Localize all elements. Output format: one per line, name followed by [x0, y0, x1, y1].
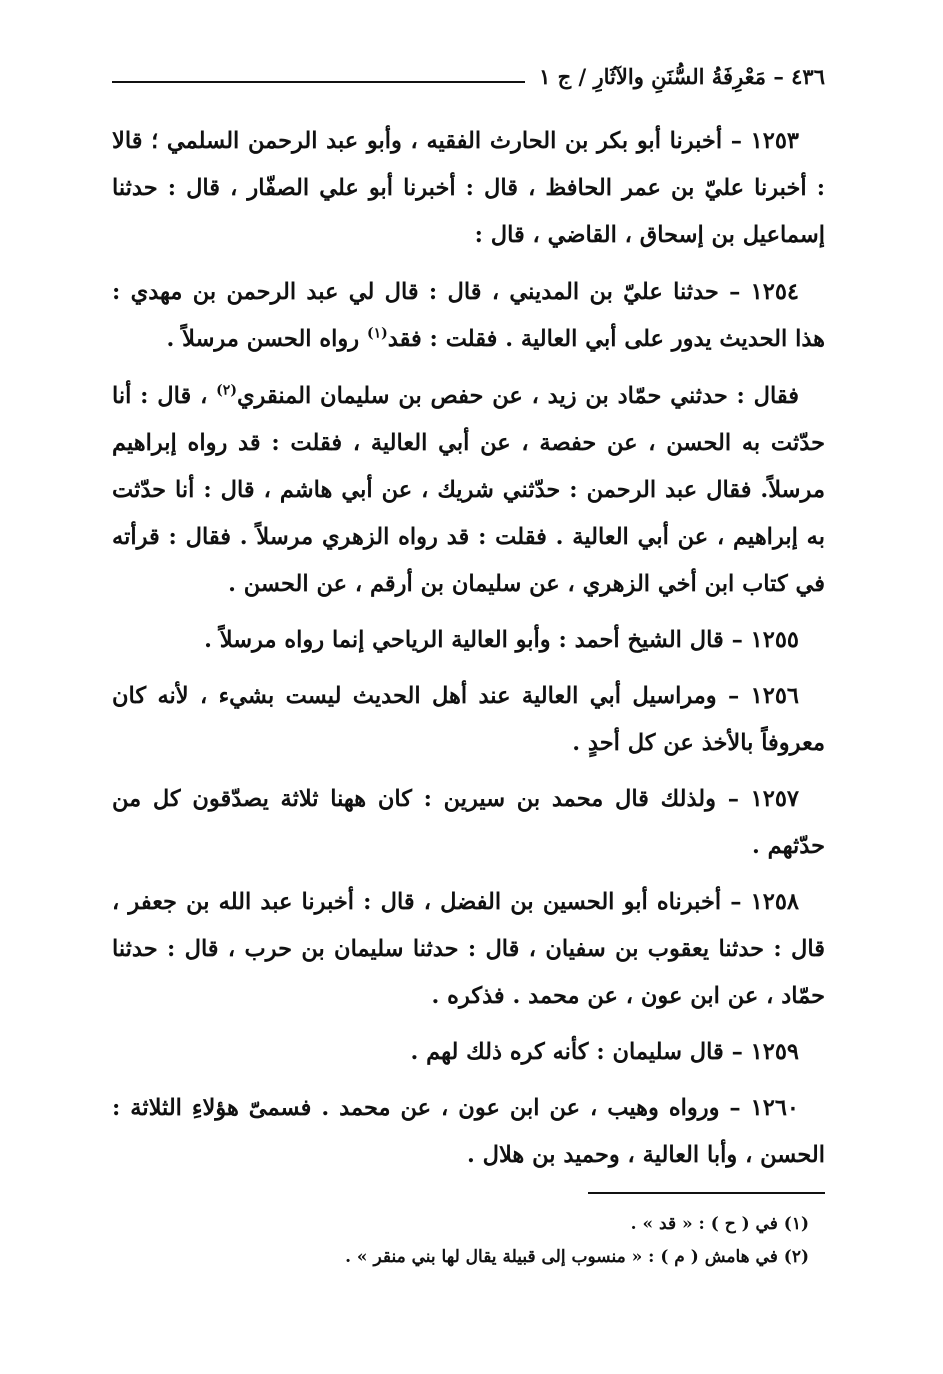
footnote-2: (٢) في هامش ( م ) : « منسوب إلى قبيلة يقال لها بني منقر » .	[345, 1247, 809, 1267]
paragraph-1253: ١٢٥٣ – أخبرنا أبو بكر بن الحارث الفقيه ، وأبو عبد الرحمن السلمي ؛ قالا : أخبرنا عليّ بن عمر الحافظ ، قال : أخبرنا أبو علي الصفّار ، قال : حدثنا إسماعيل بن إسحاق ، القاضي ، قال :	[112, 128, 825, 248]
paragraph-1254-text-a: ١٢٥٤ – حدثنا عليّ بن المديني ، قال : قال لي عبد الرحمن بن مهدي : هذا الحديث يدور على أبي العالية . فقلت : فقد	[112, 279, 825, 352]
footnotes	[112, 1208, 809, 1274]
paragraph-1258: ١٢٥٨ – أخبرناه أبو الحسين بن الفضل ، قال : أخبرنا عبد الله بن جعفر ، قال : حدثنا يعقوب بن سفيان ، قال : حدثنا سليمان بن حرب ، قال : حدثنا حمّاد ، عن ابن عون ، عن محمد . فذكره .	[112, 889, 825, 1009]
paragraph-1257: ١٢٥٧ – ولذلك قال محمد بن سيرين : كان ههنا ثلاثة يصدّقون كل من حدّثهم .	[112, 786, 825, 859]
paragraph-1255: ١٢٥٥ – قال الشيخ أحمد : وأبو العالية الرياحي إنما رواه مرسلاً .	[204, 627, 799, 653]
running-header	[112, 58, 825, 94]
paragraph-1254	[112, 269, 825, 363]
running-title: ٤٣٦ – مَعْرِفَةُ السُّنَنِ والآثَارِ / ج ١	[539, 63, 825, 89]
footnote-ref-2: (٢)	[216, 382, 237, 399]
paragraph-faqal-text-b: ، قال : أنا حدّثت به الحسن ، عن حفصة ، عن أبي العالية ، فقلت : قد رواه إبراهيم مرسلاً. فقال عبد الرحمن : حدّثني شريك ، عن أبي هاشم ، قال : أنا حدّثت به إبراهيم ، عن أبي العالية . فقلت : قد رواه الزهري مرسلاً . فقال : قرأته في كتاب ابن أخي الزهري ، عن سليمان بن أرقم ، عن الحسن .	[112, 383, 825, 597]
footnote-1: (١) في ( ح ) : « قد » .	[630, 1214, 809, 1234]
paragraph-faqal	[112, 373, 825, 608]
footnote-ref-1: (١)	[367, 325, 388, 342]
paragraph-1260: ١٢٦٠ – ورواه وهيب ، عن ابن عون ، عن محمد . فسمىّ هؤلاءِ الثلاثة : الحسن ، وأبا العالية ، وحميد بن هلال .	[112, 1095, 825, 1168]
paragraph-1259: ١٢٥٩ – قال سليمان : كأنه كره ذلك لهم .	[410, 1039, 799, 1065]
paragraph-faqal-text-a: فقال : حدثني حمّاد بن زيد ، عن حفص بن سليمان المنقري	[236, 383, 800, 409]
paragraph-1256: ١٢٥٦ – ومراسيل أبي العالية عند أهل الحديث ليست بشيء ، لأنه كان معروفاً بالأخذ عن كل أحدٍ .	[112, 683, 825, 756]
header-rule	[112, 81, 525, 83]
footnote-separator	[588, 1192, 825, 1194]
paragraph-1254-text-b: رواه الحسن مرسلاً .	[166, 326, 367, 352]
main-text	[112, 118, 825, 1188]
